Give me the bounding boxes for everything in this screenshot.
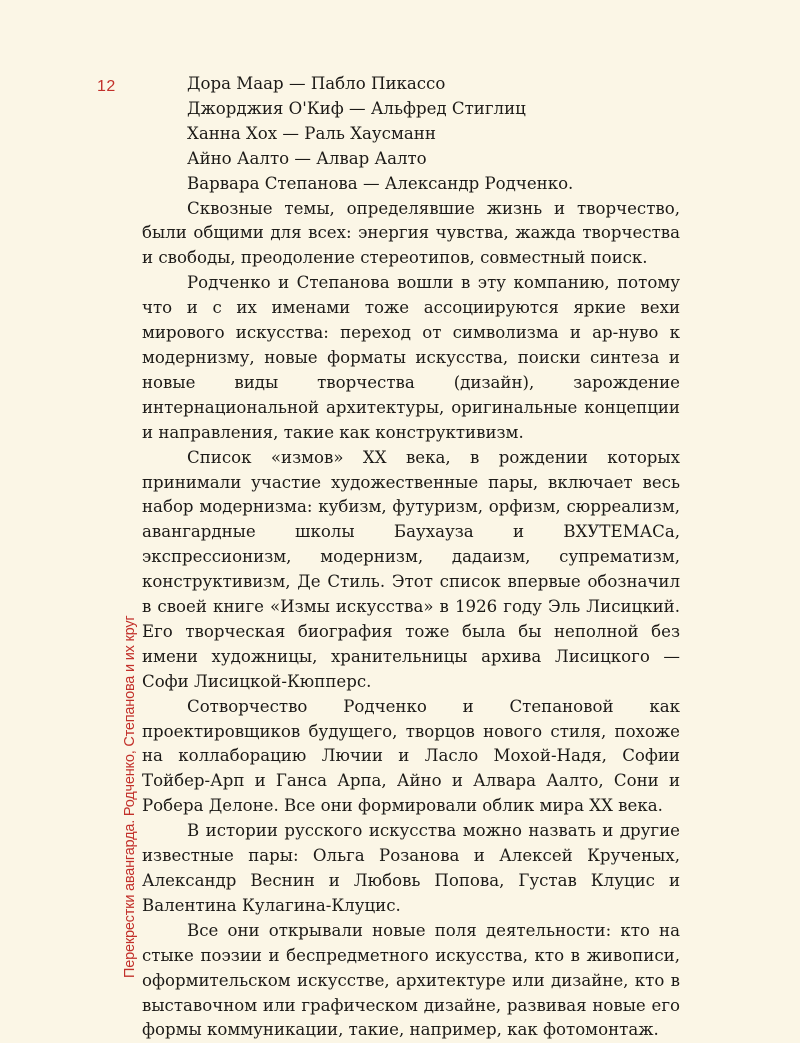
paragraph: В истории русского искусства можно назвать и другие известные пары: Ольга Розанова и Алексей Крученых, Александр Веснин и Любовь Попова, Густав Клуцис и Валентина Кулагина-Клуцис.	[142, 821, 680, 915]
list-item: Варвара Степанова — Александр Родченко.	[187, 173, 574, 193]
paragraph: Сотворчество Родченко и Степановой как проектировщиков будущего, творцов нового стиля, похоже на коллаборацию Лючии и Ласло Мохой-Надя, Софии Тойбер-Арп и Ганса Арпа, Айно и Алвара Аалто, Сони и Робера Делоне. Все они формировали облик мира XX века.	[142, 696, 680, 816]
list-item: Джорджия О'Киф — Альфред Стиглиц	[187, 98, 526, 118]
list-item: Дора Маар — Пабло Пикассо	[187, 74, 446, 93]
artist-pairs-list	[142, 72, 680, 197]
paragraph: Родченко и Степанова вошли в эту компанию, потому что и с их именами тоже ассоциируются яркие вехи мирового искусства: переход от символизма и ар-нуво к модернизму, новые форматы искусства, поиски синтеза и новые виды творчества (дизайн), зарождение интернациональной архитектуры, оригинальные концепции и направления, такие как конструктивизм.	[142, 273, 680, 442]
paragraph: Сквозные темы, определявшие жизнь и творчество, были общими для всех: энергия чувства, жажда творчества и свободы, преодоление стереотипов, совместный поиск.	[142, 198, 680, 268]
paragraph: Все они открывали новые поля деятельности: кто на стыке поэзии и беспредметного искусства, кто в живописи, оформительском искусстве, архитектуре или дизайне, кто в выставочном или графическом дизайне, развивая новые его формы коммуникации, такие, например, как фотомонтаж.	[142, 920, 680, 1040]
list-item: Айно Аалто — Алвар Аалто	[187, 148, 427, 168]
page-number: 12	[97, 78, 116, 95]
body-text	[142, 72, 680, 1043]
running-head: Перекрестки авангарда. Родченко, Степанова и их круг	[122, 615, 138, 978]
paragraph: Список «измов» XX века, в рождении которых принимали участие художественные пары, включает весь набор модернизма: кубизм, футуризм, орфизм, сюрреализм, авангардные школы Баухауза и ВХУТЕМАСа, экспрессионизм, модернизм, дадаизм, супрематизм, конструктивизм, Де Стиль. Этот список впервые обозначил в своей книге «Измы искусства» в 1926 году Эль Лисицкий. Его творческая биография тоже была бы неполной без имени художницы, хранительницы архива Лисицкого — Софи Лисицкой-Кюпперс.	[142, 447, 680, 691]
list-item: Ханна Хох — Раль Хаусманн	[187, 123, 436, 143]
